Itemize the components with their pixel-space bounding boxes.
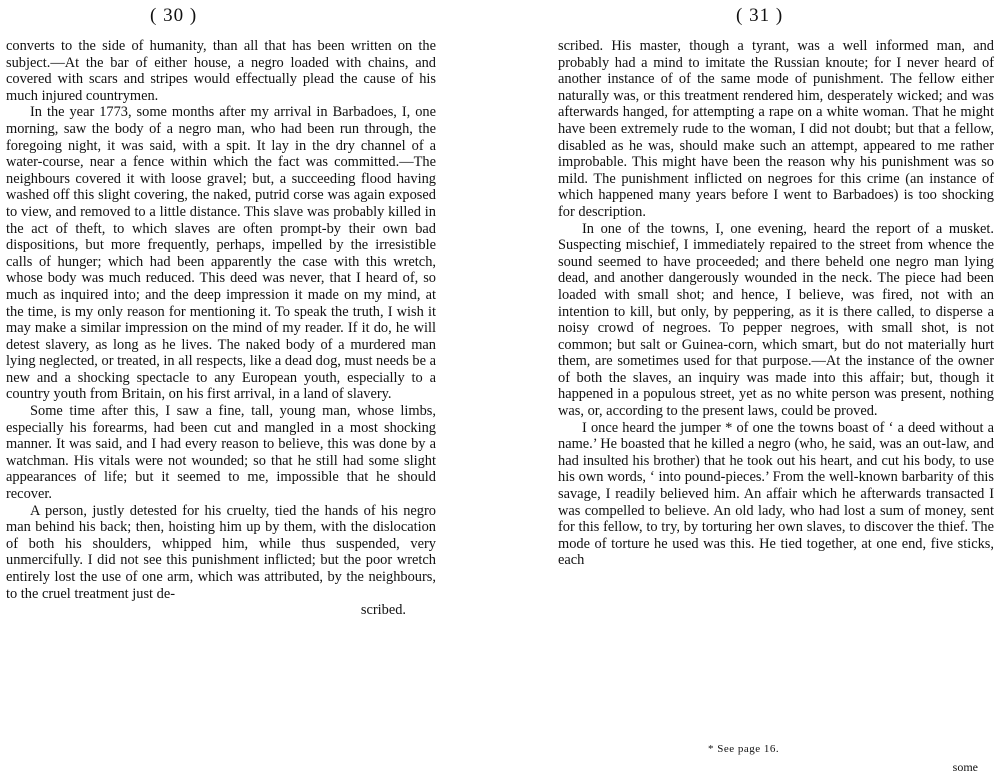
paragraph: In one of the towns, I, one evening, heard the report of a musket. Suspecting mischief, I immediately repaired to the street from whence the sound seemed to have proceeded; and there beheld one negro man lying dead, and another dangerously wounded in the neck. The piece had been loaded with small shot; and hence, I believe, was fired, not with an intention to kill, but only, by peppering, as it is there called, to disperse a noisy crowd of negroes. To pepper negroes, with small shot, is not common; but salt or Guinea-corn, which smart, but do not materially hurt them, are sometimes used for that purpose.—At the instance of the owner of both the slaves, an inquiry was made into this affair; but, though it happened in a populous street, yet as no white person was present, nothing was, or, according to the present laws, could be proved. — [558, 220, 994, 420]
footnote: * See page 16. — [708, 743, 780, 755]
right-page — [558, 0, 998, 774]
paragraph: scribed. His master, though a tyrant, was a well informed man, and probably had a mind to imitate the Russian knoute; for I never heard of another instance of of the same mode of punishment. The fellow either naturally was, or this treatment rendered him, desperately wicked; and was afterwards hanged, for attempting a rape on a white woman. That he might have been extremely rude to the woman, I did not doubt; but that a fellow, disabled as he was, should make such an attempt, appeared to me rather improbable. This might have been the reason why his punishment was so mild. The punishment inflicted on negroes for this crime (an instance of which happened many years before I went to Barbadoes) is too shocking for description. — [558, 38, 994, 220]
page-body — [0, 38, 436, 619]
paragraph: I once heard the jumper * of one the towns boast of ‘ a deed without a name.’ He boasted that he killed a negro (who, he said, was an out-law, and had insulted his brother) that he took out his heart, and cut his body, to use his own words, ‘ into pound-pieces.’ From the well-known barbarity of this savage, I readily believed him. An affair which he afterwards transacted I was compelled to believe. An old lady, who had lost a sum of money, sent for this fellow, to try, by torturing her own slaves, to discover the thief. The mode of torture he used was this. He tied together, at one end, five sticks, each — [558, 419, 994, 569]
page-body — [558, 38, 994, 569]
paragraph: converts to the side of humanity, than all that has been written on the subject.—At the bar of either house, a negro loaded with chains, and covered with scars and stripes would effectually plead the cause of his much injured countrymen. — [6, 38, 436, 104]
paragraph: In the year 1773, some months after my arrival in Barbadoes, I, one morning, saw the body of a negro man, who had been run through, the foregoing night, it was said, with a spit. It lay in the dry channel of a water-course, near a fence within which the fact was committed.—The neighbours covered it with loose gravel; but, a succeeding flood having washed off this slight covering, the naked, putrid corse was again exposed to view, and removed to a little distance. This slave was probably killed in the act of theft, to which slaves are often prompt-by their own bad dispositions, but more frequently, perhaps, impelled by the irresistible calls of hunger; which had been apparently the case with this wretch, whose body was much reduced. This deed was never, that I heard of, so much as inquired into; and the deep impression it made on my mind, at the time, is my only reason for mentioning it. To speak the truth, I wish it may make a similar impression on the mind of my reader. If it do, he will detest slavery, as long as he lives. The naked body of a murdered man lying neglected, or treated, in all respects, like a dead dog, must needs be a new and a shocking spectacle to any European youth, especially to a country youth from Britain, on his first arrival, in a land of slavery. — [6, 104, 436, 403]
catchword: scribed. — [360, 602, 406, 619]
page-number: ( 31 ) — [736, 5, 784, 26]
left-page — [0, 0, 470, 770]
page-number: ( 30 ) — [150, 5, 198, 26]
catchword: some — [952, 760, 978, 774]
paragraph: Some time after this, I saw a fine, tall, young man, whose limbs, especially his forearms, had been cut and mangled in a most shocking manner. It was said, and I had every reason to believe, this was done by a watchman. His vitals were not wounded; so that he still had some slight appearances of life; but it seemed to me, impossible that he should recover. — [6, 403, 436, 503]
paragraph: A person, justly detested for his cruelty, tied the hands of his negro man behind his back; then, hoisting him up by them, with the dislocation of both his shoulders, whipped him, while thus suspended, very unmercifully. I did not see this punishment inflicted; but the poor wretch entirely lost the use of one arm, which was attributed, by the neighbours, to the cruel treatment just de- — [6, 502, 436, 602]
